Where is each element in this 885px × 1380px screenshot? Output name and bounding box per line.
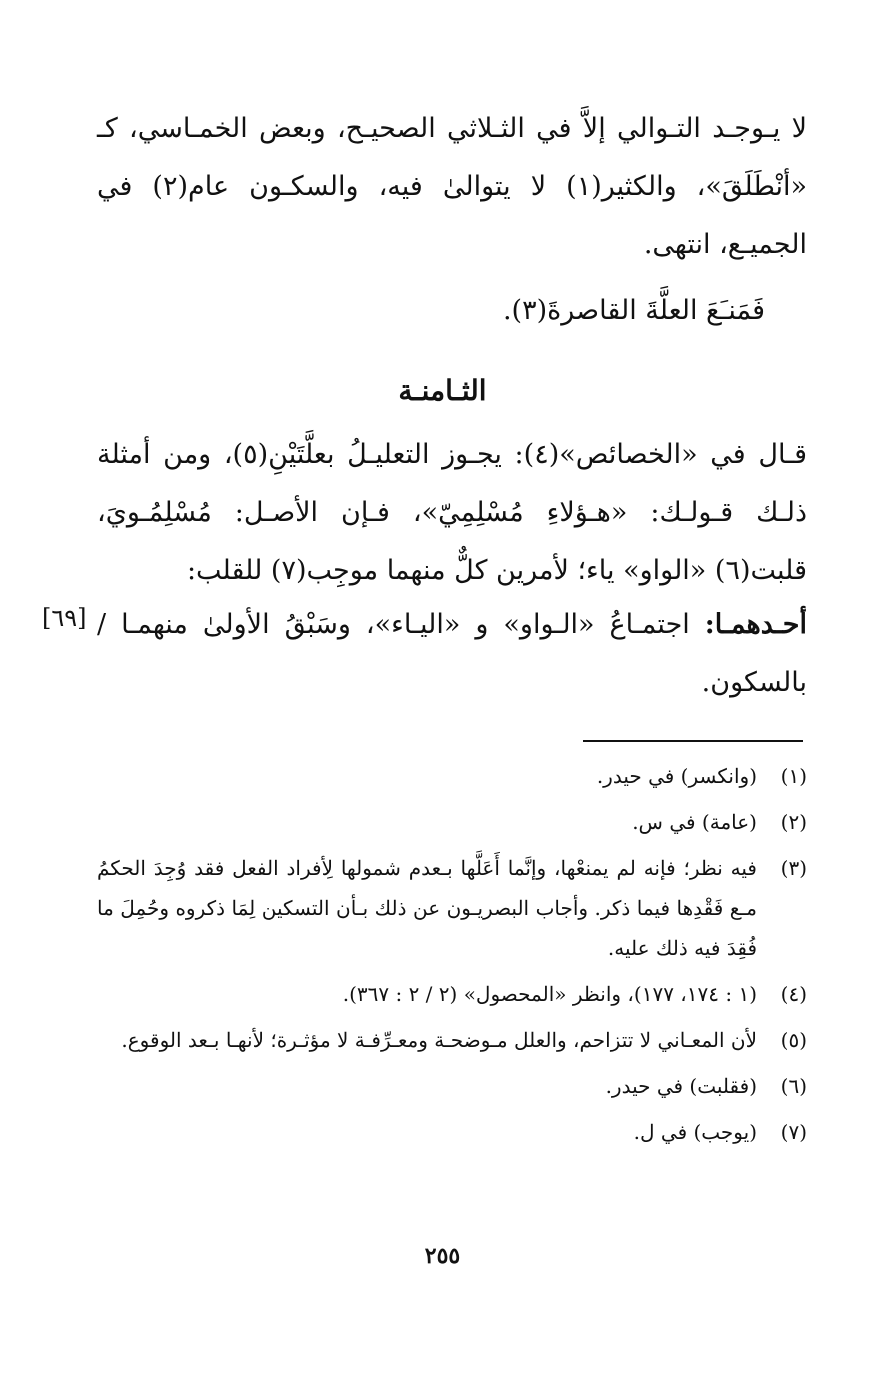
footnote-number: (١): [780, 764, 807, 788]
margin-manuscript-reference: [٦٩]: [42, 604, 87, 632]
footnote-number: (٦): [780, 1074, 807, 1098]
footnote-text: (فقلبت) في حيدر.: [605, 1074, 757, 1098]
body-paragraph-3: قـال في «الخصائص»(٤): يجـوز التعليـلُ بعلَّتَيْنِ(٥)، ومن أمثلة ذلـك قـولـك: «هـؤلاءِ مُسْلِمِيّ»، فـإن الأصـل: مُسْلِمُـويَ، قلبت(٦) «الواو» ياء؛ لأمرين كلٌّ منهما موجِب(٧) للقلب:: [97, 439, 807, 586]
footnote-number: (٧): [780, 1120, 807, 1144]
body-paragraph-4: [97, 596, 807, 712]
body-paragraph-1: لا يـوجـد التـوالي إلاَّ في الثـلاثي الصحيـح، وبعض الخمـاسي، كـ «أنْطَلَقَ»، والكثير(١) لا يتوالىٰ فيه، والسكـون عام(٢) في الجميـع، انتهى.: [97, 113, 808, 260]
footnote-text: لأن المعـاني لا تتزاحم، والعلل مـوضحـة ومعـرِّفـة لا مؤثـرة؛ لأنهـا بـعد الوقوع.: [121, 1028, 757, 1052]
footnote-text: فيه نظر؛ فإنه لم يمنعْها، وإنَّما أَعَلَّها بـعدم شمولها لِأفراد الفعل فقد وُجِدَ الحكمُ مـع فَقْدِها فيما ذكر. وأجاب البصريـون عن ذلك بـأن التسكين لِمَا ذكروه وحُمِلَ ما فُقِدَ فيه ذلك عليه.: [97, 856, 757, 960]
footnote-number: (٢): [780, 810, 807, 834]
paragraph-4-rest: اجتمـاعُ «الـواو» و «اليـاء»، وسَبْقُ الأولىٰ منهمـا / بالسكون.: [97, 609, 807, 698]
footnote-number: (٣): [780, 856, 807, 880]
footnote-number: (٤): [780, 982, 807, 1006]
body-paragraph-2: فَمَنـَعَ العلَّةَ القاصرةَ(٣).: [502, 295, 765, 326]
footnote-7: [97, 1112, 807, 1152]
footnote-text: (يوجب) في ل.: [633, 1120, 757, 1144]
page-number: ٢٥٥: [424, 1243, 461, 1269]
footnote-text: (وانكسر) في حيدر.: [596, 764, 757, 788]
footnote-text: (عامة) في س.: [632, 810, 757, 834]
footnotes-list: [97, 756, 807, 1158]
paragraph-4-lead: أحـدهمـا:: [704, 609, 807, 640]
footnote-number: (٥): [780, 1028, 807, 1052]
footnote-separator: [583, 740, 803, 742]
footnote-4: [97, 974, 807, 1014]
footnote-6: [97, 1066, 807, 1106]
footnote-text: (١ : ١٧٤، ١٧٧)، وانظر «المحصول» (٢ / ٢ : ٣٦٧).: [342, 982, 757, 1006]
section-heading: الثـامنـة: [398, 374, 487, 407]
footnote-1: [97, 756, 807, 796]
footnote-2: [97, 802, 807, 842]
footnote-3: [97, 848, 807, 968]
footnote-5: [97, 1020, 807, 1060]
